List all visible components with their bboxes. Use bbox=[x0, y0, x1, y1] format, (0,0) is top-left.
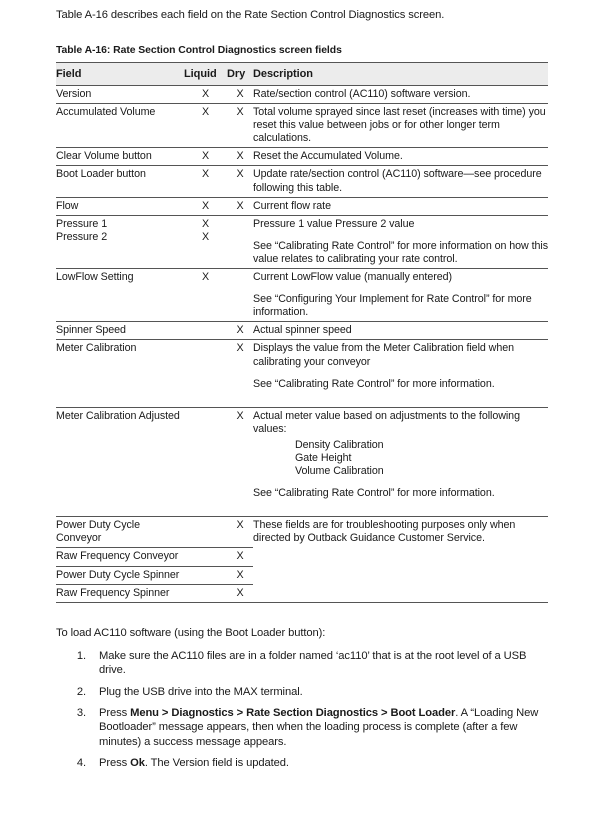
cell-field: Boot Loader button bbox=[56, 166, 184, 197]
description-part2: See “Calibrating Rate Control” for more information. bbox=[253, 487, 495, 500]
cell-liquid-mark bbox=[184, 566, 227, 584]
procedure-intro: To load AC110 software (using the Boot Loader button): bbox=[56, 626, 326, 639]
step-text-pre: Make sure the AC110 files are in a folder named ‘ac110’ that is at the root level of a USB drive. bbox=[99, 649, 527, 677]
description-part2: See “Calibrating Rate Control” for more information on how this value relates to calibrating your rate control. bbox=[253, 239, 549, 265]
description-part1: Current LowFlow value (manually entered) bbox=[253, 271, 452, 284]
cell-description bbox=[253, 215, 548, 268]
cell-description: Update rate/section control (AC110) software—see procedure following this table. bbox=[253, 166, 548, 197]
table-row bbox=[56, 340, 548, 407]
cell-field: LowFlow Setting bbox=[56, 269, 184, 322]
table-row bbox=[56, 166, 548, 197]
liquid-mark-2: X bbox=[201, 230, 210, 243]
table-row bbox=[56, 104, 548, 148]
cell-field: Meter Calibration bbox=[56, 340, 184, 407]
cell-liquid-mark: X bbox=[184, 104, 227, 148]
step-text-bold: Ok bbox=[130, 757, 145, 770]
cell-liquid-mark bbox=[184, 215, 227, 268]
cell-description bbox=[253, 407, 548, 517]
cell-liquid-mark: X bbox=[184, 148, 227, 166]
description-part1: Pressure 1 value Pressure 2 value bbox=[253, 217, 415, 230]
table-row bbox=[56, 86, 548, 104]
rate-section-control-diagnostics-table bbox=[56, 62, 548, 603]
procedure-step bbox=[89, 685, 549, 699]
cell-dry-mark: X bbox=[227, 322, 253, 340]
column-header-liquid: Liquid bbox=[184, 63, 227, 86]
cell-description: Current flow rate bbox=[253, 197, 548, 215]
procedure-steps bbox=[56, 649, 549, 771]
cell-description bbox=[253, 340, 548, 407]
cell-field-line2: Pressure 2 bbox=[56, 230, 108, 243]
cell-dry-mark: X bbox=[227, 407, 253, 517]
column-header-field: Field bbox=[56, 63, 184, 86]
cell-field: Power Duty Cycle Spinner bbox=[56, 566, 184, 584]
table-caption: Table A-16: Rate Section Control Diagnostics screen fields bbox=[56, 45, 342, 56]
step-text-post: . A “Loading New Bootloader” message appears, then when the loading process is complete (after a few minutes) a success message appears. bbox=[99, 706, 539, 748]
row-spacer bbox=[253, 391, 548, 405]
cell-description: Rate/section control (AC110) software version. bbox=[253, 86, 548, 104]
description-sublist bbox=[253, 439, 548, 478]
cell-description: Actual spinner speed bbox=[253, 322, 548, 340]
cell-dry-mark: X bbox=[236, 586, 244, 599]
table-header-row bbox=[56, 63, 548, 86]
cell-dry-mark: X bbox=[227, 566, 253, 584]
cell-description: Reset the Accumulated Volume. bbox=[253, 148, 548, 166]
cell-description: Total volume sprayed since last reset (increases with time) you reset this value between jobs or for other longer term calculations. bbox=[253, 104, 548, 148]
cell-field: Accumulated Volume bbox=[56, 104, 184, 148]
cell-dry-mark: X bbox=[227, 197, 253, 215]
sublist-item: Density Calibration bbox=[295, 438, 384, 451]
table-row bbox=[56, 407, 548, 517]
row-spacer bbox=[253, 500, 548, 514]
column-header-dry: Dry bbox=[227, 63, 253, 86]
sublist-item: Volume Calibration bbox=[295, 465, 384, 478]
cell-liquid-mark bbox=[184, 548, 227, 566]
cell-field bbox=[56, 215, 184, 268]
cell-field: Clear Volume button bbox=[56, 148, 184, 166]
table-row bbox=[56, 215, 548, 268]
liquid-mark-1: X bbox=[201, 217, 210, 230]
table-row bbox=[56, 517, 548, 548]
cell-liquid-mark: X bbox=[184, 166, 227, 197]
procedure-step bbox=[89, 649, 549, 678]
cell-liquid-mark bbox=[184, 407, 227, 517]
table-row bbox=[56, 322, 548, 340]
table-body bbox=[56, 86, 548, 603]
cell-field-line1: Pressure 1 bbox=[56, 217, 108, 230]
cell-field: Spinner Speed bbox=[56, 322, 184, 340]
cell-liquid-mark bbox=[184, 322, 227, 340]
cell-field: Meter Calibration Adjusted bbox=[56, 407, 184, 517]
table-row bbox=[56, 148, 548, 166]
cell-dry-mark: X bbox=[227, 340, 253, 407]
description-part2: See “Calibrating Rate Control” for more information. bbox=[253, 377, 495, 390]
table-row bbox=[56, 197, 548, 215]
table-header bbox=[56, 63, 548, 86]
description-part1: Displays the value from the Meter Calibration field when calibrating your conveyor bbox=[253, 342, 514, 368]
cell-dry-mark: X bbox=[227, 104, 253, 148]
procedure-step bbox=[89, 706, 549, 749]
step-text-post: . The Version field is updated. bbox=[144, 757, 289, 770]
cell-dry-mark: X bbox=[227, 86, 253, 104]
step-text-pre: Plug the USB drive into the MAX terminal. bbox=[99, 685, 303, 698]
cell-field: Flow bbox=[56, 197, 184, 215]
column-header-description: Description bbox=[253, 63, 548, 86]
table-row bbox=[56, 269, 548, 322]
step-text-pre: Press bbox=[99, 706, 131, 719]
procedure-step bbox=[89, 756, 549, 770]
cell-liquid-mark bbox=[184, 517, 227, 548]
step-text-pre: Press bbox=[99, 757, 131, 770]
cell-dry-mark: X bbox=[227, 517, 253, 548]
cell-dry-mark bbox=[227, 269, 253, 322]
cell-description-merged: These fields are for troubleshooting purposes only when directed by Outback Guidance Customer Service. bbox=[253, 517, 548, 602]
cell-field: Raw Frequency Spinner bbox=[56, 586, 170, 599]
cell-dry-mark: X bbox=[227, 148, 253, 166]
step-text-bold: Menu > Diagnostics > Rate Section Diagnostics > Boot Loader bbox=[130, 706, 456, 719]
cell-dry-mark: X bbox=[227, 166, 253, 197]
cell-liquid-mark bbox=[184, 584, 227, 602]
intro-paragraph: Table A-16 describes each field on the Rate Section Control Diagnostics screen. bbox=[56, 9, 445, 21]
cell-dry-mark: X bbox=[227, 548, 253, 566]
cell-field: Raw Frequency Conveyor bbox=[56, 548, 184, 566]
cell-liquid-mark: X bbox=[184, 86, 227, 104]
sublist-item: Gate Height bbox=[295, 451, 352, 464]
description-part1: Actual meter value based on adjustments to the following values: bbox=[253, 409, 520, 435]
description-part2: See “Configuring Your Implement for Rate Control” for more information. bbox=[253, 293, 532, 319]
cell-liquid-mark: X bbox=[184, 197, 227, 215]
cell-description bbox=[253, 269, 548, 322]
cell-field: Power Duty Cycle Conveyor bbox=[56, 517, 184, 548]
cell-liquid-mark: X bbox=[184, 269, 227, 322]
cell-field: Version bbox=[56, 86, 184, 104]
cell-dry-mark bbox=[227, 215, 253, 268]
cell-liquid-mark bbox=[184, 340, 227, 407]
